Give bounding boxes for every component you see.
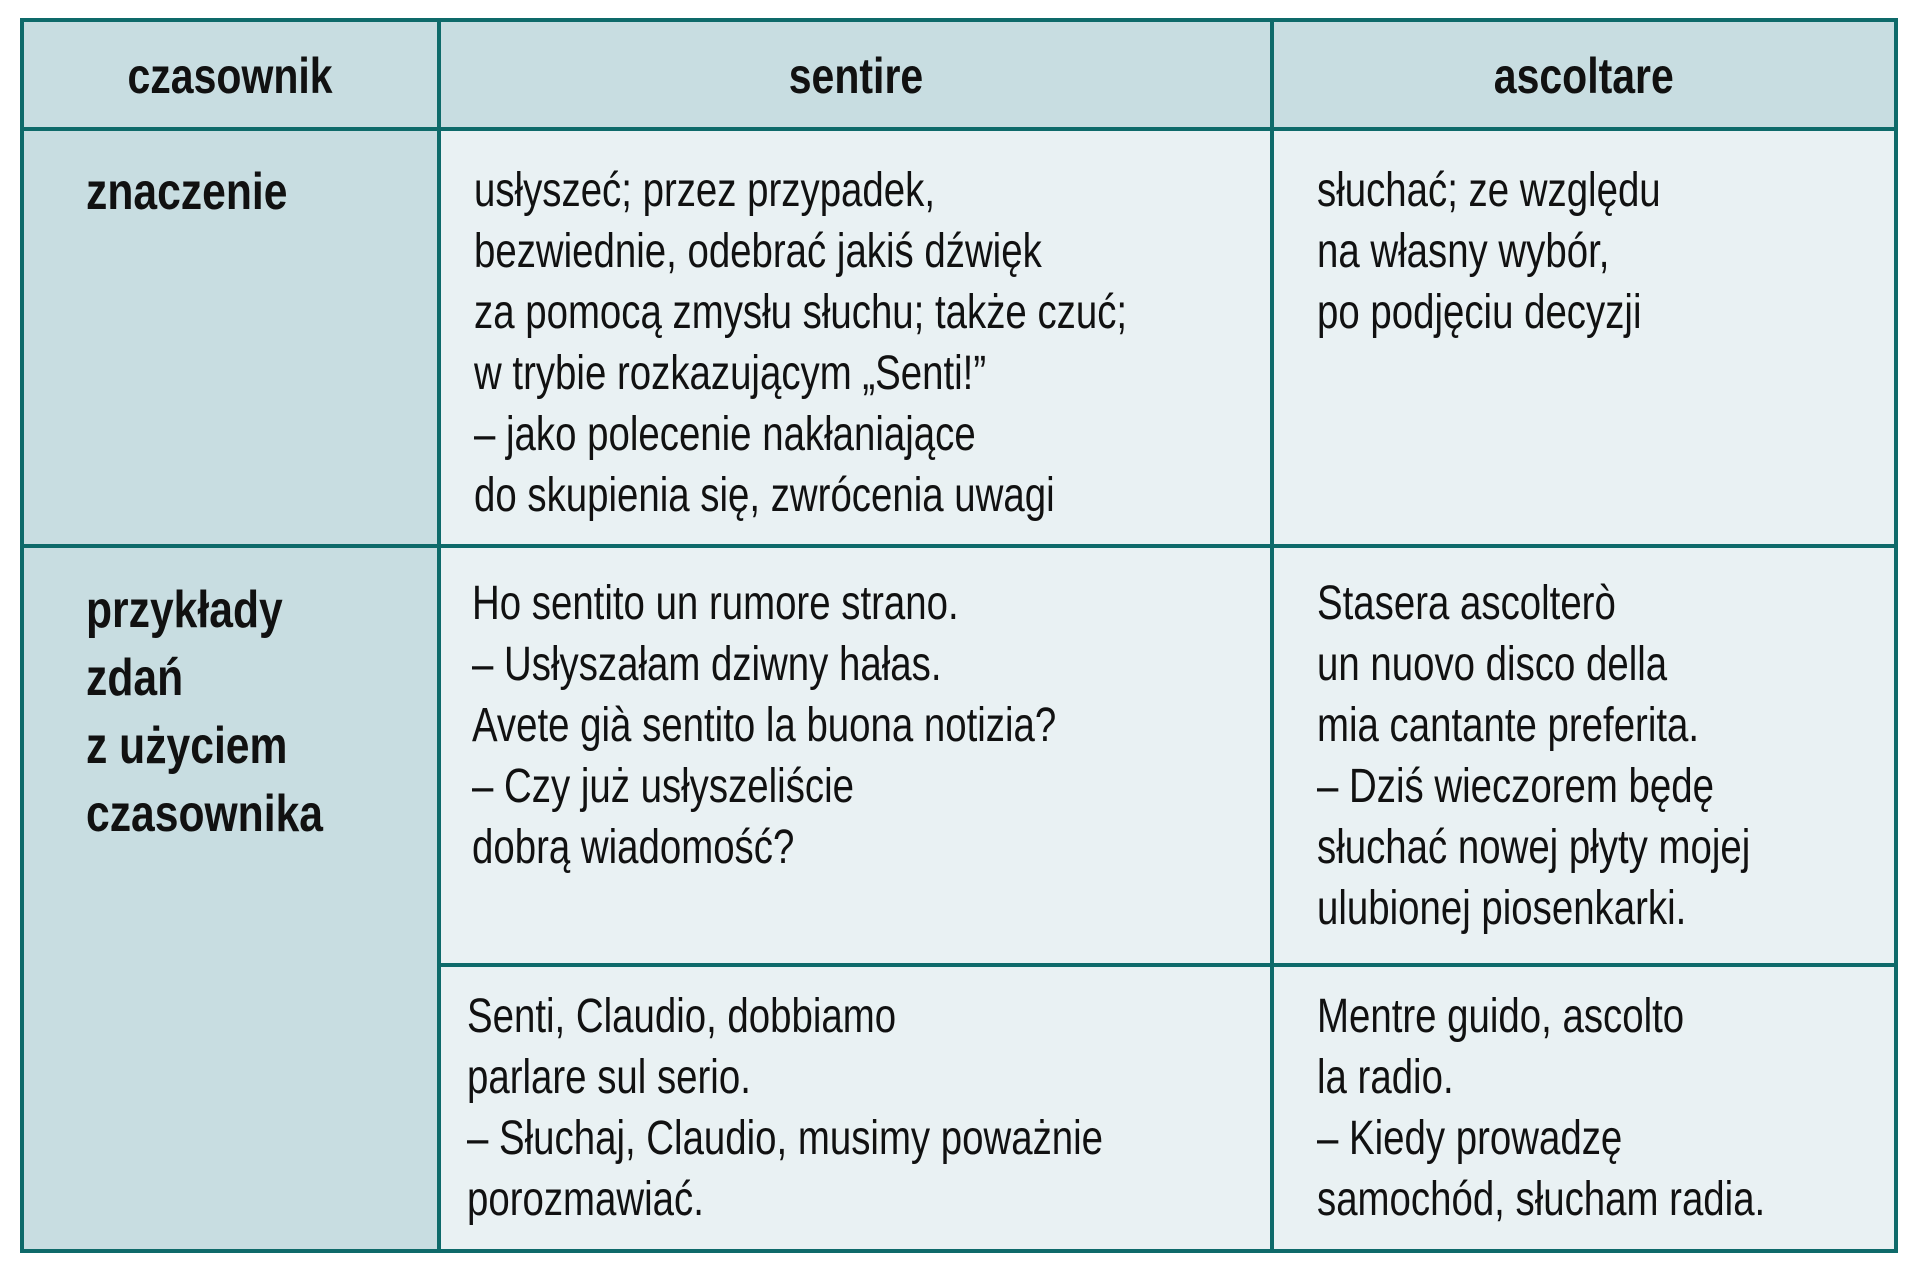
column-divider-1 — [437, 22, 441, 1249]
examples-label — [86, 576, 323, 848]
text-line: po podjęciu decyzji — [1317, 286, 1642, 339]
text-line: porozmawiać. — [467, 1173, 704, 1226]
ascoltare-meaning — [1317, 160, 1661, 343]
label-line: zdań — [86, 649, 184, 707]
label-line: czasownika — [86, 785, 324, 843]
text-line: – Czy już usłyszeliście — [472, 760, 854, 813]
meaning-label — [86, 158, 287, 226]
label-line: przykłady — [86, 581, 283, 639]
text-line: słuchać; ze względu — [1317, 164, 1661, 217]
text-line: w trybie rozkazującym „Senti!” — [474, 347, 987, 400]
text-line: Avete già sentito la buona notizia? — [472, 699, 1057, 752]
verb-comparison-table — [20, 18, 1898, 1253]
meaning-label-text: znaczenie — [86, 163, 288, 221]
header-verb — [24, 22, 437, 129]
text-line: za pomocą zmysłu słuchu; także czuć; — [474, 286, 1128, 339]
row-divider — [24, 544, 1894, 548]
text-line: Stasera ascolterò — [1317, 577, 1616, 630]
header-verb-label: czasownik — [127, 47, 334, 104]
text-line: Senti, Claudio, dobbiamo — [467, 990, 897, 1043]
header-sentire-label: sentire — [788, 47, 923, 104]
text-line: bezwiednie, odebrać jakiś dźwięk — [474, 225, 1042, 278]
text-line: mia cantante preferita. — [1317, 699, 1700, 752]
label-line: z użyciem — [86, 717, 288, 775]
text-line: samochód, słucham radia. — [1317, 1173, 1766, 1226]
sentire-examples-2 — [467, 986, 1103, 1230]
header-ascoltare-label: ascoltare — [1493, 47, 1675, 104]
ascoltare-examples-2 — [1317, 986, 1765, 1230]
text-line: – Usłyszałam dziwny hałas. — [472, 638, 942, 691]
example-subrow-divider — [439, 963, 1894, 967]
text-line: – Słuchaj, Claudio, musimy poważnie — [467, 1112, 1104, 1165]
text-line: na własny wybór, — [1317, 225, 1610, 278]
header-ascoltare — [1274, 22, 1894, 129]
text-line: słuchać nowej płyty mojej — [1317, 821, 1751, 874]
text-line: usłyszeć; przez przypadek, — [474, 164, 935, 217]
text-line: – jako polecenie nakłaniające — [474, 408, 976, 461]
text-line: Mentre guido, ascolto — [1317, 990, 1685, 1043]
text-line: la radio. — [1317, 1051, 1454, 1104]
text-line: ulubionej piosenkarki. — [1317, 882, 1687, 935]
sentire-meaning — [474, 160, 1127, 526]
text-line: un nuovo disco della — [1317, 638, 1668, 691]
text-line: – Kiedy prowadzę — [1317, 1112, 1623, 1165]
text-line: do skupienia się, zwrócenia uwagi — [474, 469, 1055, 522]
text-line: – Dziś wieczorem będę — [1317, 760, 1714, 813]
sentire-examples-1 — [472, 573, 1056, 878]
text-line: Ho sentito un rumore strano. — [472, 577, 959, 630]
header-sentire — [441, 22, 1270, 129]
column-divider-2 — [1270, 22, 1274, 1249]
ascoltare-examples-1 — [1317, 573, 1750, 939]
text-line: dobrą wiadomość? — [472, 821, 795, 874]
text-line: parlare sul serio. — [467, 1051, 751, 1104]
